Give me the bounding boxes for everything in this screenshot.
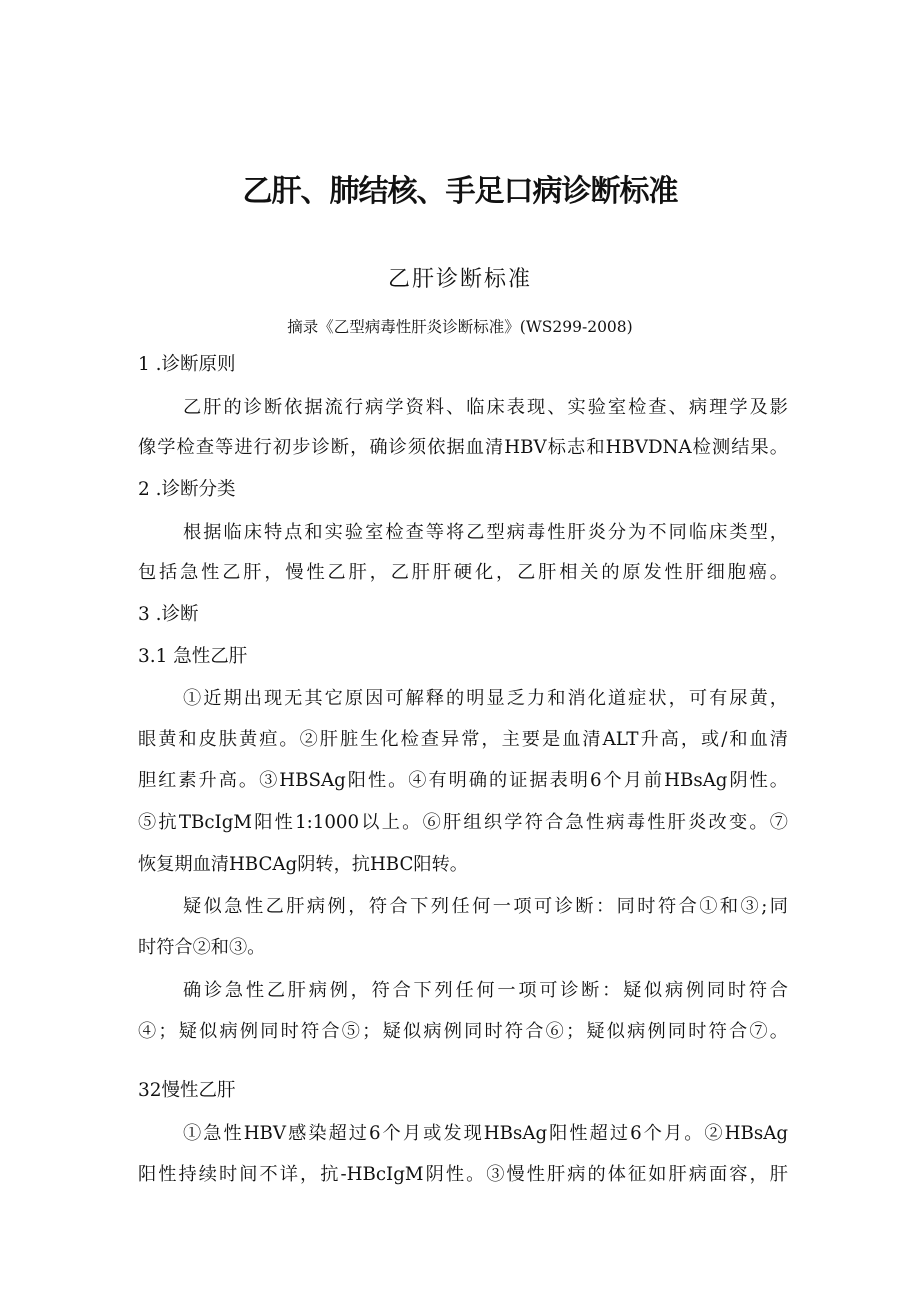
heading-acute-hepatitis-b: 3.1 急性乙肝 [138, 646, 248, 667]
section-title: 乙肝诊断标准 [387, 267, 532, 292]
paragraph-line: 包括急性乙肝，慢性乙肝，乙肝肝硬化，乙肝相关的原发性肝细胞癌。 [138, 562, 788, 583]
paragraph-line: 恢复期血清HBCAg阴转，抗HBC阳转。 [138, 854, 468, 875]
heading-diagnosis: 3 .诊断 [138, 604, 199, 625]
paragraph-line: 阳性持续时间不详，抗-HBcIgM阴性。③慢性肝病的体征如肝病面容，肝 [138, 1164, 788, 1185]
source-citation: 摘录《乙型病毒性肝炎诊断标准》(WS299-2008) [287, 318, 633, 336]
paragraph-line: 乙肝的诊断依据流行病学资料、临床表现、实验室检查、病理学及影 [183, 397, 788, 418]
paragraph-line: ①急性HBV感染超过6个月或发现HBsAg阳性超过6个月。②HBsAg [183, 1123, 788, 1144]
paragraph-line: 眼黄和皮肤黄疸。②肝脏生化检查异常，主要是血清ALT升高，或/和血清 [138, 729, 788, 750]
paragraph-line: ⑤抗TBcIgM阳性1:1000以上。⑥肝组织学符合急性病毒性肝炎改变。⑦ [138, 812, 788, 833]
paragraph-line: ④；疑似病例同时符合⑤；疑似病例同时符合⑥；疑似病例同时符合⑦。 [138, 1021, 788, 1042]
paragraph-line: 时符合②和③。 [138, 937, 266, 958]
heading-diagnosis-principle: 1 .诊断原则 [138, 354, 236, 375]
paragraph-line: 胆红素升高。③HBSAg阳性。④有明确的证据表明6个月前HBsAg阴性。 [138, 770, 788, 791]
heading-diagnosis-classification: 2 .诊断分类 [138, 479, 236, 500]
paragraph-line: 像学检查等进行初步诊断，确诊须依据血清HBV标志和HBVDNA检测结果。 [138, 437, 788, 458]
paragraph-line: 确诊急性乙肝病例，符合下列任何一项可诊断：疑似病例同时符合 [183, 980, 788, 1001]
paragraph-line: 根据临床特点和实验室检查等将乙型病毒性肝炎分为不同临床类型， [183, 522, 788, 543]
document-title: 乙肝、肺结核、手足口病诊断标准 [242, 174, 678, 209]
paragraph-line: ①近期出现无其它原因可解释的明显乏力和消化道症状，可有尿黄， [183, 688, 788, 709]
heading-chronic-hepatitis-b: 32慢性乙肝 [138, 1080, 236, 1101]
paragraph-line: 疑似急性乙肝病例，符合下列任何一项可诊断：同时符合①和③;同 [183, 896, 788, 917]
